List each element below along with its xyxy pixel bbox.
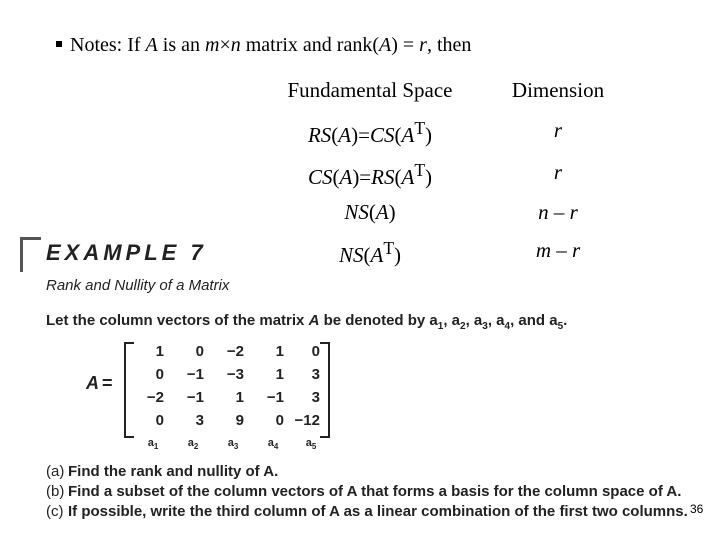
matrix-cell: −1 [186, 389, 204, 406]
matrix-cell: 1 [155, 343, 164, 360]
table-row-space: $NS(A^T)$ [338, 238, 402, 267]
example-bracket [20, 237, 41, 272]
equals-sign: = [102, 373, 113, 393]
matrix-cell: 0 [311, 343, 320, 360]
question-b: (b) Find a subset of the column vectors of A that forms a basis for the column space of A. [46, 483, 682, 500]
question-c: (c) If possible, write the third column of A as a linear combination of the first two columns. [46, 503, 688, 520]
example-heading: EXAMPLE 7 [46, 240, 207, 265]
matrix-cell: 0 [155, 412, 164, 429]
matrix-column-label: $a_3$ [227, 437, 239, 452]
matrix-cell: 1 [235, 389, 244, 406]
matrix-column-label: $a_5$ [305, 437, 317, 452]
matrix-cell: 1 [275, 343, 284, 360]
matrix-column-label: $a_2$ [187, 437, 199, 452]
matrix-column-label: $a_1$ [147, 437, 159, 452]
matrix-cell: 3 [311, 366, 320, 383]
matrix-cell: −1 [186, 366, 204, 383]
table-row-dimension: m – r [535, 238, 581, 262]
matrix-cell: 3 [311, 389, 320, 406]
matrix-cell: −12 [294, 412, 320, 429]
table-row-space: $CS(A)=RS(A^T)$ [307, 160, 433, 189]
question-a: (a) Find the rank and nullity of A. [46, 463, 279, 480]
table-row-space: $RS(A)=CS(A^T)$ [307, 118, 433, 147]
table-header-space: Fundamental Space [287, 78, 453, 102]
table-header-dimension: Dimension [511, 78, 605, 102]
matrix-right-bracket [320, 342, 330, 438]
matrix-cell: 3 [195, 412, 204, 429]
matrix-cell: 1 [275, 366, 284, 383]
matrix-cell: 0 [275, 412, 284, 429]
matrix-cell: −2 [146, 389, 164, 406]
matrix-cell: 9 [235, 412, 244, 429]
table-row-space: NS(A) [344, 200, 396, 224]
notes-line: Notes: If A is an m×n matrix and rank(A) = r, then [56, 34, 471, 57]
matrix-column-label: $a_4$ [267, 437, 279, 452]
matrix-label: A [86, 373, 99, 393]
matrix-cell: −2 [226, 343, 244, 360]
matrix-cell: −1 [266, 389, 284, 406]
matrix-cell: 0 [155, 366, 164, 383]
example-intro: Let the column vectors of the matrix A be denoted by $a_1$, $a_2$, $a_3$, $a_4$, and $a_5$. [46, 312, 568, 332]
table-row-dimension: n – r [538, 200, 578, 224]
table-row-dimension: r [553, 160, 563, 184]
page-number: 36 [690, 502, 704, 516]
example-subtitle: Rank and Nullity of a Matrix [46, 277, 230, 294]
table-row-dimension: r [553, 118, 563, 142]
matrix-cell: −3 [226, 366, 244, 383]
matrix-cell: 0 [195, 343, 204, 360]
bullet-icon [56, 41, 62, 47]
